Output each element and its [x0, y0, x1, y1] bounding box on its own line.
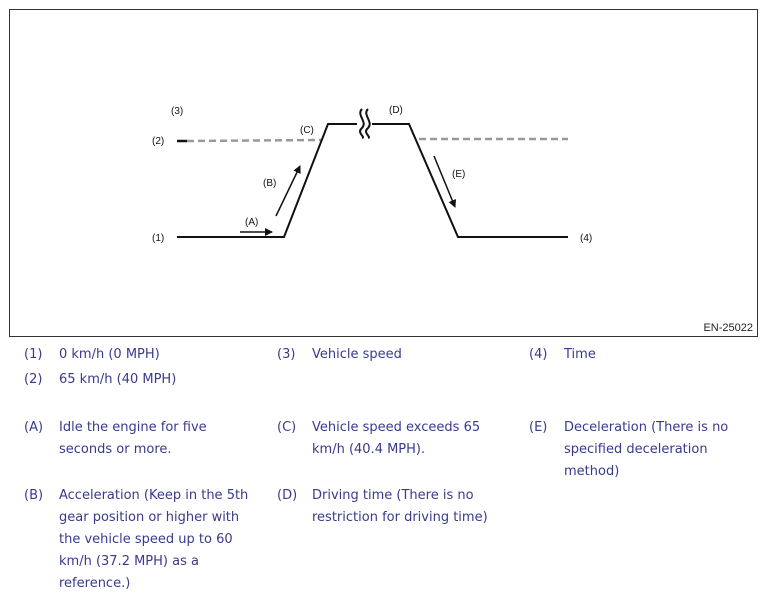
legend-text: Time	[564, 347, 596, 362]
label-d: (D)	[389, 105, 403, 116]
legend-key: (3)	[277, 347, 296, 362]
legend-key: (4)	[529, 347, 548, 362]
legend-text: Acceleration (Keep in the 5th gear position or higher with the vehicle speed up to 60 km/h (37.2 MPH) as a reference.)	[59, 488, 249, 591]
legend-key: (C)	[277, 420, 297, 435]
label-a: (A)	[245, 217, 259, 228]
label-speed-axis: (3)	[171, 106, 184, 117]
legend-text: Vehicle speed exceeds 65 km/h (40.4 MPH).	[312, 420, 481, 457]
label-e: (E)	[452, 169, 466, 180]
legend-key: (D)	[277, 488, 298, 503]
deceleration-arrow	[434, 156, 455, 207]
speed-time-diagram	[9, 9, 758, 337]
label-threshold: (2)	[152, 136, 165, 147]
label-b: (B)	[263, 178, 277, 189]
figure-code: EN-25022	[703, 322, 753, 334]
time-break-symbol	[360, 109, 370, 138]
label-zero: (1)	[152, 233, 165, 244]
legend-text: 65 km/h (40 MPH)	[59, 372, 177, 387]
legend-key: (A)	[24, 420, 44, 435]
label-c: (C)	[300, 125, 314, 136]
legend-key: (1)	[24, 347, 43, 362]
threshold-line	[177, 139, 568, 141]
acceleration-arrow	[276, 166, 300, 216]
speed-profile-continued	[372, 124, 568, 237]
label-time-axis: (4)	[580, 233, 593, 244]
legend-text: 0 km/h (0 MPH)	[59, 347, 160, 362]
legend-text: Driving time (There is no restriction for driving time)	[312, 488, 488, 525]
legend-key: (B)	[24, 488, 44, 503]
legend-text: Idle the engine for five seconds or more.	[59, 420, 207, 457]
legend-text: Deceleration (There is no specified deceleration method)	[564, 420, 729, 479]
legend-text: Vehicle speed	[312, 347, 402, 362]
legend-key: (2)	[24, 372, 43, 387]
legend-key: (E)	[529, 420, 548, 435]
diagram-svg	[10, 10, 757, 336]
